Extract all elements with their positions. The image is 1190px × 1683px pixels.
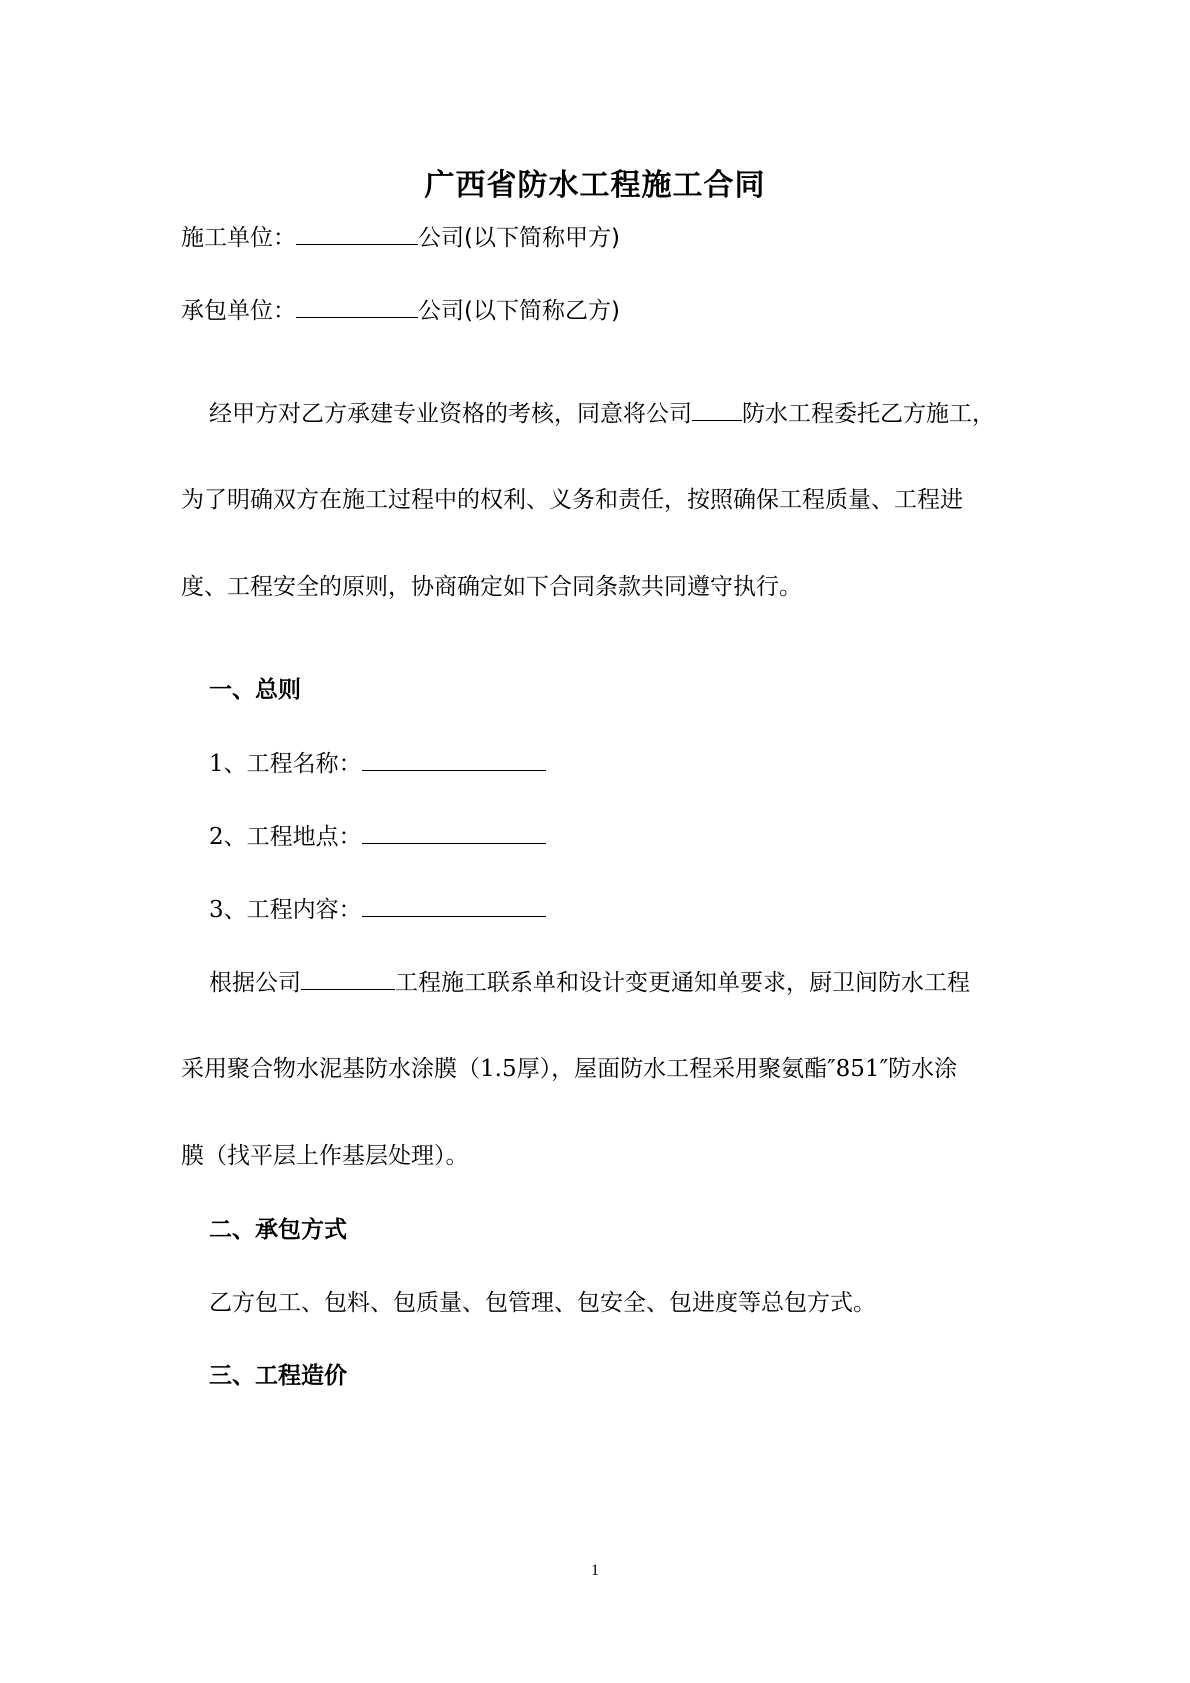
intro-text-a: 经甲方对乙方承建专业资格的考核，同意将公司 xyxy=(209,401,692,427)
intro-line-1 xyxy=(209,398,995,429)
item-2-label: 、工程地点： xyxy=(223,824,362,850)
basis-text-a: 根据公司 xyxy=(209,970,301,996)
project-content-blank xyxy=(362,894,546,917)
party-b-label: 承包单位： xyxy=(181,298,296,324)
item-1-label: 、工程名称： xyxy=(223,751,362,777)
party-a-line xyxy=(181,222,620,253)
project-name-blank xyxy=(362,748,546,771)
item-3-label: 、工程内容： xyxy=(223,897,362,923)
intro-line-3: 度、工程安全的原则，协商确定如下合同条款共同遵守执行。 xyxy=(181,574,802,600)
company-blank xyxy=(301,967,395,990)
basis-line-3: 膜（找平层上作基层处理）。 xyxy=(181,1143,469,1169)
basis-line-1 xyxy=(209,967,970,998)
intro-text-b: 防水工程委托乙方施工， xyxy=(742,401,995,427)
party-a-label: 施工单位： xyxy=(181,225,296,251)
material-code: ″851″ xyxy=(827,1056,889,1082)
section-3-heading: 三、工程造价 xyxy=(209,1363,347,1389)
item-1-line xyxy=(209,748,546,779)
page-number: 1 xyxy=(591,1562,599,1579)
document-title: 广西省防水工程施工合同 xyxy=(424,168,766,203)
project-blank xyxy=(692,398,742,421)
basis-text-b: 工程施工联系单和设计变更通知单要求，厨卫间防水工程 xyxy=(395,970,970,996)
party-b-line xyxy=(181,295,620,326)
section-2-text: 乙方包工、包料、包质量、包管理、包安全、包进度等总包方式。 xyxy=(209,1290,876,1316)
item-3-line xyxy=(209,894,546,925)
item-2-line xyxy=(209,821,546,852)
basis-text-d: 厚），屋面防水工程采用聚氨酯 xyxy=(516,1056,828,1082)
item-3-number: 3 xyxy=(209,897,224,923)
intro-line-2: 为了明确双方在施工过程中的权利、义务和责任，按照确保工程质量、工程进 xyxy=(181,487,963,513)
party-a-suffix: 公司(以下简称甲方) xyxy=(418,225,620,251)
party-b-blank xyxy=(296,295,418,318)
basis-text-c: 采用聚合物水泥基防水涂膜（ xyxy=(181,1056,480,1082)
basis-line-2 xyxy=(181,1054,957,1084)
section-2-heading: 二、承包方式 xyxy=(209,1217,347,1243)
basis-text-e: 防水涂 xyxy=(888,1056,958,1082)
section-1-heading: 一、总则 xyxy=(209,677,301,703)
thickness-value: 1.5 xyxy=(480,1056,517,1082)
item-2-number: 2 xyxy=(209,824,224,850)
party-b-suffix: 公司(以下简称乙方) xyxy=(418,298,620,324)
project-location-blank xyxy=(362,821,546,844)
party-a-blank xyxy=(296,222,418,245)
item-1-number: 1 xyxy=(209,751,224,777)
